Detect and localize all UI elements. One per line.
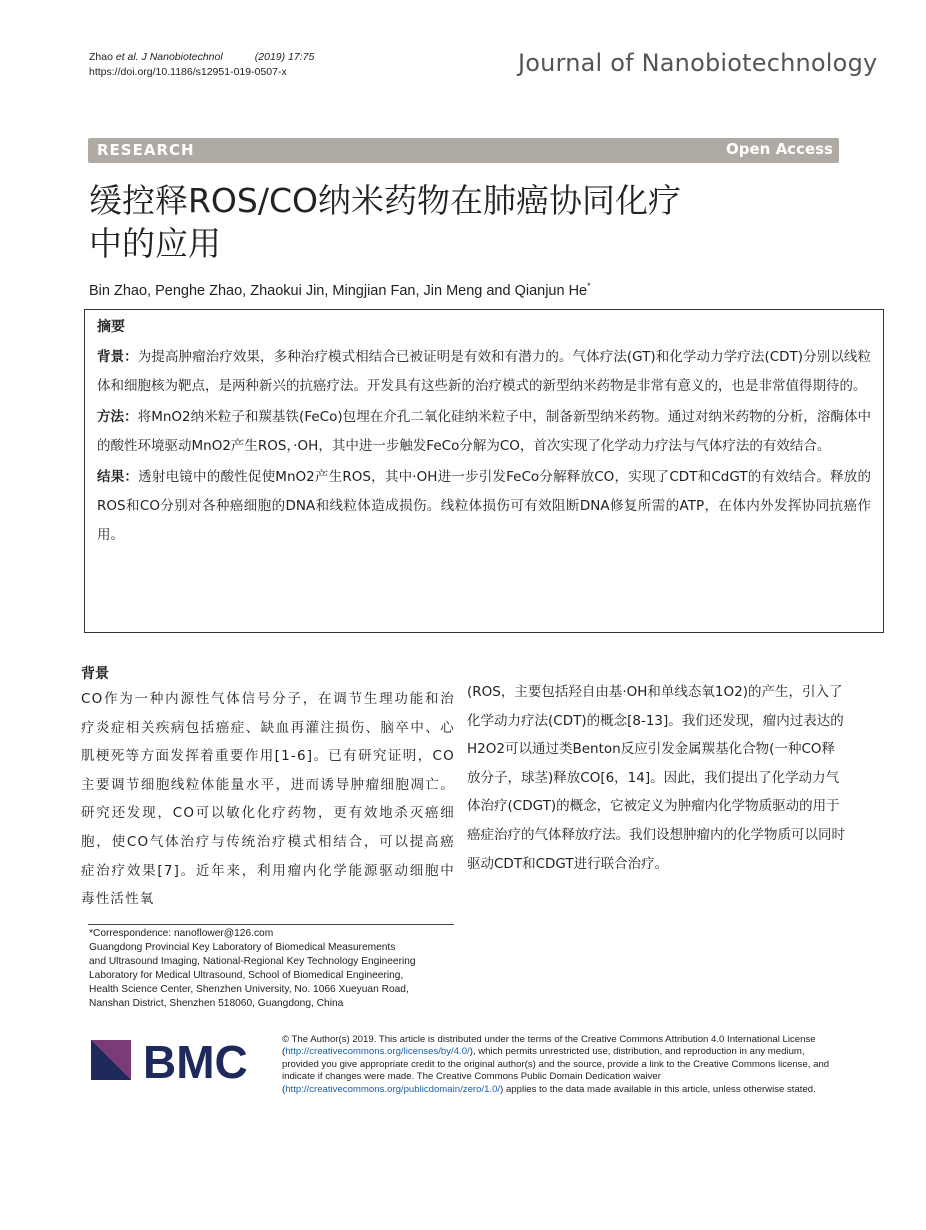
- methods-text: 将MnO2纳米粒子和羰基铁(FeCo)包埋在介孔二氧化硅纳米粒子中，制备新型纳米药物。通过对纳米药物的分析，溶酶体中的酸性环境驱动MnO2产生ROS，·OH，其中进一步触发FeCo分解为CO，首次实现了化学动力疗法与气体疗法的有效结合。: [97, 409, 871, 454]
- abstract-results: [97, 463, 871, 550]
- affiliation-line: Nanshan District, Shenzhen 518060, Guangdong, China: [89, 998, 344, 1009]
- section-heading-background: 背景: [81, 666, 109, 682]
- abstract-methods: [97, 403, 871, 461]
- license-text: [282, 1034, 842, 1096]
- cite-year: (2019) 17:75: [254, 51, 315, 63]
- correspondence-footnote: [89, 927, 459, 1011]
- bmc-logo: [91, 1036, 263, 1084]
- open-access-label: Open Access: [726, 140, 833, 158]
- footnote-divider: [88, 924, 454, 925]
- affiliation-line: and Ultrasound Imaging, National-Regional Key Technology Engineering: [89, 956, 416, 967]
- abstract-background: [97, 343, 871, 401]
- results-text: 透射电镜中的酸性促使MnO2产生ROS，其中·OH进一步引发FeCo分解释放CO，实现了CDT和CdGT的有效结合。释放的ROS和CO分别对各种癌细胞的DNA和线粒体造成损伤。线粒体损伤可有效阻断DNA修复所需的ATP，在体内外发挥协同抗癌作用。: [97, 469, 871, 543]
- citation-line: [89, 50, 314, 65]
- author-names: Bin Zhao, Penghe Zhao, Zhaokui Jin, Mingjian Fan, Jin Meng and Qianjun He: [89, 282, 588, 299]
- license-part-1: © The Author(s) 2019. This article is distributed under the terms of the Creative Commons Attribution 4.0 International License (: [282, 1034, 816, 1058]
- affiliation-line: Guangdong Provincial Key Laboratory of Biomedical Measurements: [89, 942, 396, 953]
- license-link-cc-by[interactable]: http://creativecommons.org/licenses/by/4.0/: [285, 1046, 470, 1058]
- body-column-right: (ROS，主要包括羟自由基·OH和单线态氧1O2)的产生，引入了化学动力疗法(CDT)的概念[8-13]。我们还发现，瘤内过表达的H2O2可以通过类Benton反应引发金属羰基化合物(一种CO释放分子，球茎)释放CO[6，14]。因此，我们提出了化学动力气体治疗(CDGT)的概念，它被定义为肿瘤内化学物质驱动的用于癌症治疗的气体释放疗法。我们设想肿瘤内的化学物质可以同时驱动CDT和CDGT进行联合治疗。: [467, 684, 845, 872]
- citation-header: [89, 50, 314, 80]
- article-title: 缓控释ROS/CO纳米药物在肺癌协同化疗中的应用: [89, 181, 681, 263]
- body-column-left: CO作为一种内源性气体信号分子，在调节生理功能和治疗炎症相关疾病包括癌症、缺血再灌注损伤、脑卒中、心肌梗死等方面发挥着重要作用[1-6]。已有研究证明，CO主要调节细胞线粒体能量水平，进而诱导肿瘤细胞凋亡。研究还发现，CO可以敏化化疗药物，更有效地杀灭癌细胞，使CO气体治疗与传统治疗模式相结合，可以提高癌症治疗效果[7]。近年来，利用瘤内化学能源驱动细胞中毒性活性氧: [81, 691, 455, 908]
- author-list: [89, 281, 591, 299]
- background-text: 为提高肿瘤治疗效果，多种治疗模式相结合已被证明是有效和有潜力的。气体疗法(GT)和化学动力学疗法(CDT)分别以线粒体和细胞核为靶点，是两种新兴的抗癌疗法。开发具有这些新的治疗模式的新型纳米药物是非常有意义的，也是非常值得期待的。: [97, 349, 871, 394]
- doi-link[interactable]: https://doi.org/10.1186/s12951-019-0507-x: [89, 66, 287, 78]
- background-label: 背景：: [97, 349, 138, 365]
- cite-author: Zhao: [89, 51, 113, 63]
- abstract-heading: 摘要: [97, 319, 125, 335]
- methods-label: 方法：: [97, 409, 138, 425]
- research-label: RESEARCH: [97, 141, 195, 159]
- corresponding-mark: *: [587, 281, 591, 291]
- correspondence-email: *Correspondence: nanoflower@126.com: [89, 928, 274, 939]
- journal-name: Journal of Nanobiotechnology: [518, 49, 878, 77]
- article-type-banner: [88, 138, 839, 163]
- bmc-logo-text: BMC: [143, 1036, 248, 1084]
- results-label: 结果：: [97, 469, 139, 485]
- affiliation-line: Health Science Center, Shenzhen University, No. 1066 Xueyuan Road,: [89, 984, 409, 995]
- license-part-3: ) applies to the data made available in this article, unless otherwise stated.: [500, 1083, 816, 1095]
- affiliation-line: Laboratory for Medical Ultrasound, School of Biomedical Engineering,: [89, 970, 404, 981]
- license-link-cc0[interactable]: http://creativecommons.org/publicdomain/zero/1.0/: [285, 1083, 501, 1095]
- cite-journal-abbrev: et al. J Nanobiotechnol: [115, 51, 223, 63]
- license-part-2: ), which permits unrestricted use, distribution, and reproduction in any medium, provided you give appropriate credit to the original author(s) and the source, provide a link to the Creative Commons license, and indicate if changes were made. The Creative Commons Public Domain Dedication waiver (: [282, 1046, 830, 1095]
- abstract-box: [84, 309, 884, 633]
